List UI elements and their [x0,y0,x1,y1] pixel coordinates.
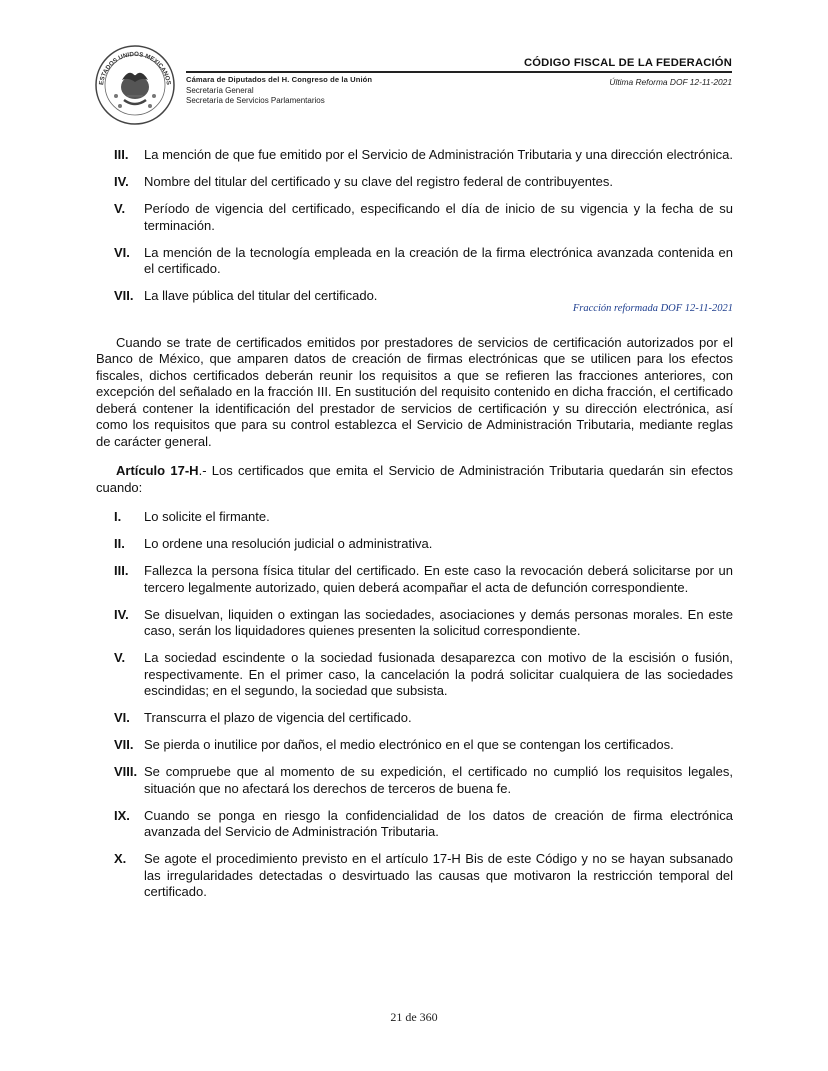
list-item: V. La sociedad escindente o la sociedad fusionada desaparezca con motivo de la escisión o fusión, respectivamente. En el primer caso, la cancelación la podrá solicitar cualquiera de las sociedades escindidas; en el segundo, la sociedad que subsista. [114,650,733,698]
coat-of-arms-seal [94,44,176,126]
paragraph: Cuando se trate de certificados emitidos por prestadores de servicios de certificación autorizados por el Banco de México, que amparen datos de creación de firmas electrónicas que se utilicen para los efectos fiscales, dichos certificados deberán reunir los requisitos a que se refieren las fracciones anteriores, con excepción del señalado en la fracción III. En sustitución del requisito contenido en dicha fracción, el certificado deberá contener la identificación del prestador de servicios de certificación y su dirección electrónica, así como los requisitos que para su control establezca el Servicio de Administración Tributaria, mediante reglas de carácter general. [96,334,733,449]
list-item: III. Fallezca la persona física titular del certificado. En este caso la revocación deberá solicitarse por un tercero legalmente autorizado, quien deberá acompañar el acta de defunción correspondiente. [114,563,733,595]
list-item: III. La mención de que fue emitido por el Servicio de Administración Tributaria y una dirección electrónica. [114,147,733,162]
list-item: IX. Cuando se ponga en riesgo la confidencialidad de los datos de creación de firma electrónica avanzada del Servicio de Administración Tributaria. [114,807,733,839]
last-reform-date: Última Reforma DOF 12-11-2021 [609,77,732,87]
servicios-parlamentarios: Secretaría de Servicios Parlamentarios [186,96,325,105]
article-intro [96,463,733,496]
seal-lettering: ESTADOS UNIDOS MEXICANOS [98,50,172,86]
list-item: X. Se agote el procedimiento previsto en el artículo 17-H Bis de este Código y no se hayan subsanado las irregularidades detectadas o desvirtuado las causas que motivaron la restricción temporal del certificado. [114,851,733,899]
list-item: VII. Se pierda o inutilice por daños, el medio electrónico en el que se contengan los certificados. [114,737,674,752]
list-item: VI. Transcurra el plazo de vigencia del certificado. [114,710,412,725]
list-item: VIII. Se compruebe que al momento de su expedición, el certificado no cumplió los requisitos legales, situación que no afectará los derechos de terceros de buena fe. [114,764,733,796]
document-title: CÓDIGO FISCAL DE LA FEDERACIÓN [523,57,732,69]
document-body [96,147,733,911]
article-text: .- Los certificados que emita el Servicio de Administración Tributaria quedarán sin efectos cuando: [96,463,734,495]
list-item: IV. Nombre del titular del certificado y su clave del registro federal de contribuyentes. [114,174,613,189]
list-item: I. Lo solicite el firmante. [114,509,270,524]
article-label: Artículo 17-H [116,463,199,478]
list-item: V. Período de vigencia del certificado, especificando el día de inicio de su vigencia y la fecha de su terminación. [114,201,733,233]
secretaria-general: Secretaría General [186,85,254,95]
list-item: VII. La llave pública del titular del certificado. [114,288,378,303]
chamber-name: Cámara de Diputados del H. Congreso de la Unión [186,75,373,84]
page-number: 21 de 360 [390,1010,438,1024]
list-item: II. Lo ordene una resolución judicial o administrativa. [114,536,433,551]
list-item: IV. Se disuelvan, liquiden o extingan las sociedades, asociaciones y demás personas morales. En este caso, serán los liquidadores quienes presenten la solicitud correspondiente. [114,606,733,638]
issuer-block [186,75,372,107]
header-divider [186,71,732,73]
list-item: VI. La mención de la tecnología empleada en la creación de la firma electrónica avanzada contenida en el certificado. [114,244,733,276]
reform-note: Fracción reformada DOF 12-11-2021 [572,303,733,314]
